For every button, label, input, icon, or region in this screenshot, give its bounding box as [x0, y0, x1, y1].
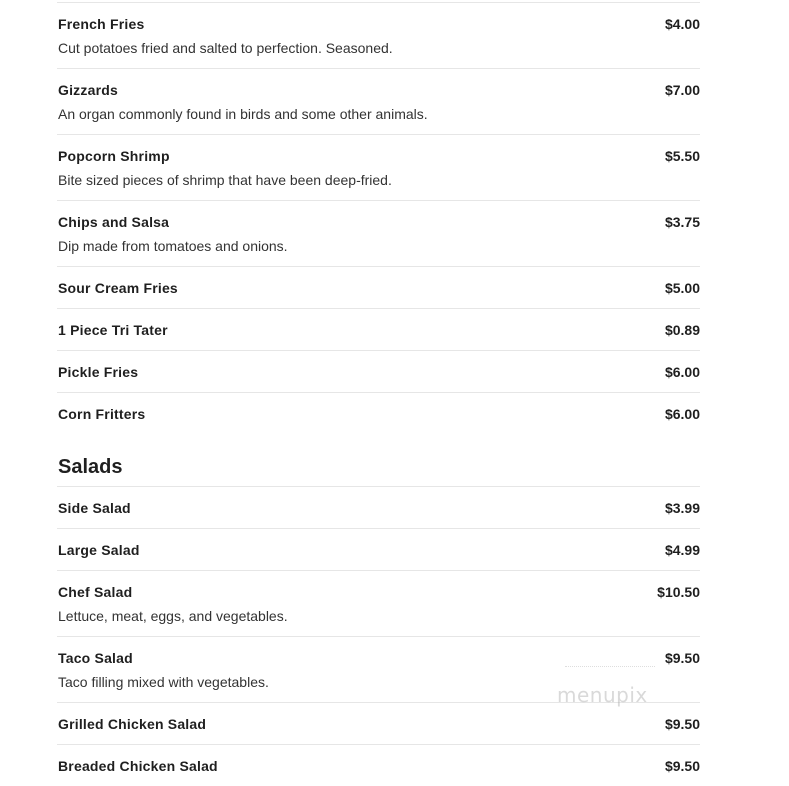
item-name: Taco Salad	[58, 650, 133, 666]
item-description: An organ commonly found in birds and some other animals.	[58, 106, 428, 122]
item-price: $7.00	[664, 82, 700, 98]
item-description: Cut potatoes fried and salted to perfection. Seasoned.	[58, 40, 393, 56]
item-description: Taco filling mixed with vegetables.	[58, 674, 269, 690]
menu-item-pickle-fries	[57, 351, 700, 392]
menu-item-corn-fritters	[57, 393, 700, 434]
item-price: $6.00	[664, 406, 700, 422]
item-price: $0.89	[664, 322, 700, 338]
watermark-logo: menupix	[557, 683, 648, 707]
item-name: 1 Piece Tri Tater	[58, 322, 168, 338]
menu-item-chips-and-salsa	[57, 201, 700, 266]
item-name: Grilled Chicken Salad	[58, 716, 207, 732]
item-name: Pickle Fries	[58, 364, 139, 380]
item-price: $4.99	[664, 542, 700, 558]
item-description: Bite sized pieces of shrimp that have been deep-fried.	[58, 172, 392, 188]
item-name: Chips and Salsa	[58, 214, 170, 230]
item-name: Large Salad	[58, 542, 140, 558]
item-price: $9.50	[664, 716, 700, 732]
menu-item-sour-cream-fries	[57, 267, 700, 308]
menu-item-large-salad	[57, 529, 700, 570]
item-description: Lettuce, meat, eggs, and vegetables.	[58, 608, 288, 624]
menu-item-side-salad	[57, 487, 700, 528]
item-price: $4.00	[664, 16, 700, 32]
item-price: $3.75	[664, 214, 700, 230]
item-name: Breaded Chicken Salad	[58, 758, 218, 774]
item-price: $3.99	[664, 500, 700, 516]
item-description: Dip made from tomatoes and onions.	[58, 238, 288, 254]
item-name: Sour Cream Fries	[58, 280, 178, 296]
section-title-salads	[57, 434, 700, 486]
menu-item-french-fries	[57, 3, 700, 68]
menu-item-chef-salad	[57, 571, 700, 636]
menu-item-tri-tater	[57, 309, 700, 350]
item-price: $5.00	[664, 280, 700, 296]
menu-item-grilled-chicken-salad	[57, 703, 700, 744]
item-price: $9.50	[664, 758, 700, 774]
menu-item-breaded-chicken-salad	[57, 745, 700, 786]
item-price: $5.50	[664, 148, 700, 164]
watermark-decoration	[565, 666, 655, 667]
item-name: Popcorn Shrimp	[58, 148, 170, 164]
menu-item-gizzards	[57, 69, 700, 134]
item-name: Side Salad	[58, 500, 131, 516]
item-name: Gizzards	[58, 82, 118, 98]
item-price: $10.50	[657, 584, 700, 600]
menu-list	[57, 2, 700, 786]
item-name: Chef Salad	[58, 584, 133, 600]
item-name: French Fries	[58, 16, 145, 32]
item-name: Corn Fritters	[58, 406, 146, 422]
menu-item-popcorn-shrimp	[57, 135, 700, 200]
item-price: $6.00	[664, 364, 700, 380]
section-heading: Salads	[58, 456, 123, 478]
item-price: $9.50	[664, 650, 700, 666]
